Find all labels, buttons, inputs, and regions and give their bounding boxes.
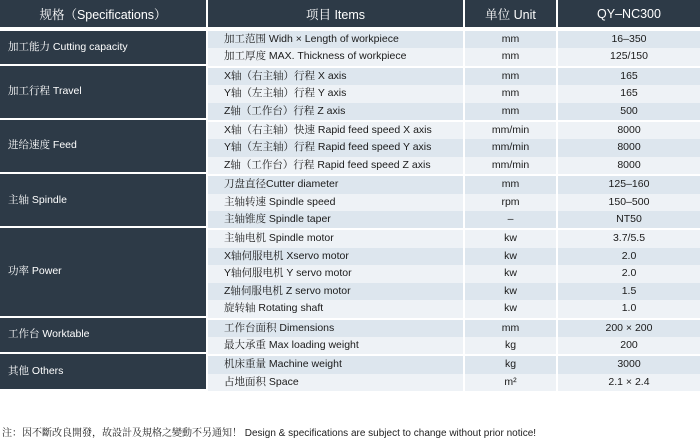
unit-cell: mm	[465, 48, 558, 65]
value-cell: 8000	[558, 120, 700, 139]
value-cell: 2.0	[558, 265, 700, 282]
value-cell: 200	[558, 337, 700, 354]
item-cell: 工作台面积 Dimensions	[208, 318, 465, 337]
unit-cell: mm	[465, 318, 558, 337]
item-cell: Z轴（工作台）行程 Z axis	[208, 103, 465, 120]
item-cell: 主轴锥度 Spindle taper	[208, 211, 465, 228]
table-row	[0, 120, 700, 139]
header-unit: 单位 Unit	[465, 0, 558, 27]
item-cell: X轴（右主轴）行程 X axis	[208, 66, 465, 85]
value-cell: 125–160	[558, 174, 700, 193]
value-cell: 2.1 × 2.4	[558, 374, 700, 391]
value-cell: 200 × 200	[558, 318, 700, 337]
value-cell: 1.5	[558, 283, 700, 300]
unit-cell: mm/min	[465, 157, 558, 174]
unit-cell: –	[465, 211, 558, 228]
item-cell: 主轴转速 Spindle speed	[208, 194, 465, 211]
item-cell: X轴伺服电机 Xservo motor	[208, 248, 465, 265]
unit-cell: m²	[465, 374, 558, 391]
item-cell: 加工厚度 MAX. Thickness of workpiece	[208, 48, 465, 65]
value-cell: 16–350	[558, 27, 700, 48]
category-cell: 工作台 Worktable	[0, 318, 208, 355]
value-cell: 165	[558, 85, 700, 102]
unit-cell: mm	[465, 66, 558, 85]
unit-cell: mm	[465, 85, 558, 102]
table-row	[0, 174, 700, 193]
value-cell: 125/150	[558, 48, 700, 65]
unit-cell: kg	[465, 354, 558, 373]
header-items: 项目 Items	[208, 0, 465, 27]
item-cell: Z轴（工作台）行程 Rapid feed speed Z axis	[208, 157, 465, 174]
item-cell: 主轴电机 Spindle motor	[208, 228, 465, 247]
value-cell: 8000	[558, 157, 700, 174]
value-cell: NT50	[558, 211, 700, 228]
table-row	[0, 228, 700, 247]
category-cell: 其他 Others	[0, 354, 208, 391]
unit-cell: rpm	[465, 194, 558, 211]
category-cell: 进给速度 Feed	[0, 120, 208, 174]
value-cell: 3000	[558, 354, 700, 373]
value-cell: 165	[558, 66, 700, 85]
unit-cell: kw	[465, 300, 558, 317]
unit-cell: kw	[465, 228, 558, 247]
item-cell: Z轴伺服电机 Z servo motor	[208, 283, 465, 300]
item-cell: 旋转轴 Rotating shaft	[208, 300, 465, 317]
unit-cell: mm	[465, 27, 558, 48]
table-body	[0, 27, 700, 391]
item-cell: 刀盘直径Cutter diameter	[208, 174, 465, 193]
category-cell: 功率 Power	[0, 228, 208, 317]
unit-cell: mm/min	[465, 120, 558, 139]
header-specifications: 规格（Specifications）	[0, 0, 208, 27]
category-cell: 主轴 Spindle	[0, 174, 208, 228]
header-model: QY–NC300	[558, 0, 700, 27]
unit-cell: kw	[465, 248, 558, 265]
item-cell: 最大承重 Max loading weight	[208, 337, 465, 354]
table-row	[0, 27, 700, 48]
value-cell: 2.0	[558, 248, 700, 265]
table-header-row	[0, 0, 700, 27]
table-row	[0, 354, 700, 373]
footnote: 注：因不斷改良開發，故設計及規格之變動不另通知！ Design & specifications are subject to change without prior notice!	[2, 428, 537, 439]
item-cell: 机床重量 Machine weight	[208, 354, 465, 373]
unit-cell: kg	[465, 337, 558, 354]
item-cell: Y轴伺服电机 Y servo motor	[208, 265, 465, 282]
value-cell: 8000	[558, 139, 700, 156]
value-cell: 500	[558, 103, 700, 120]
unit-cell: mm/min	[465, 139, 558, 156]
category-cell: 加工行程 Travel	[0, 66, 208, 120]
item-cell: X轴（右主轴）快速 Rapid feed speed X axis	[208, 120, 465, 139]
unit-cell: mm	[465, 103, 558, 120]
unit-cell: mm	[465, 174, 558, 193]
item-cell: Y轴（左主轴）行程 Y axis	[208, 85, 465, 102]
value-cell: 1.0	[558, 300, 700, 317]
unit-cell: kw	[465, 283, 558, 300]
item-cell: 加工范围 Widh × Length of workpiece	[208, 27, 465, 48]
value-cell: 150–500	[558, 194, 700, 211]
table-row	[0, 318, 700, 337]
item-cell: Y轴（左主轴）行程 Rapid feed speed Y axis	[208, 139, 465, 156]
value-cell: 3.7/5.5	[558, 228, 700, 247]
item-cell: 占地面积 Space	[208, 374, 465, 391]
category-cell: 加工能力 Cutting capacity	[0, 27, 208, 66]
table-row	[0, 66, 700, 85]
unit-cell: kw	[465, 265, 558, 282]
